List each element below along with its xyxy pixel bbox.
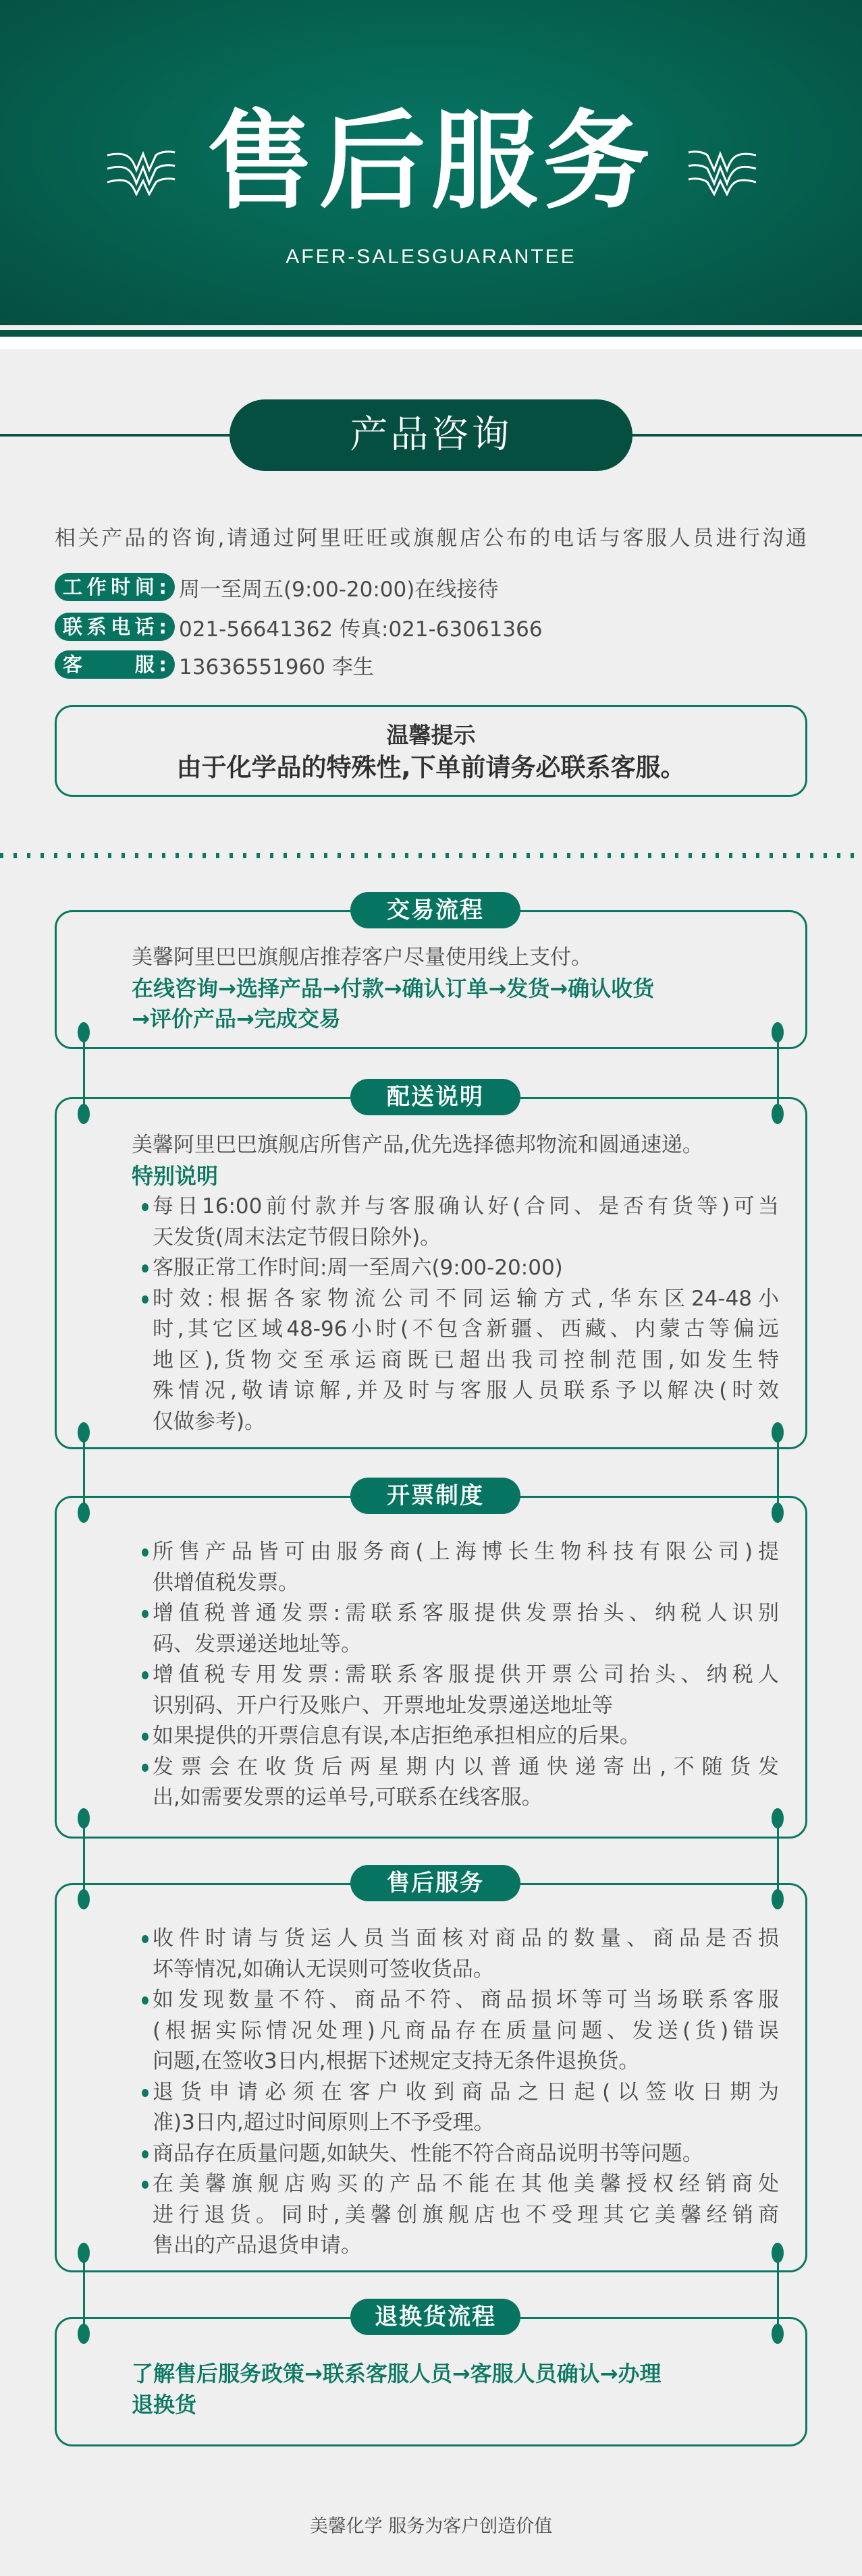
bullet-line: 时,其它区域48-96小时(不包含新疆、西藏、内蒙古等偏远: [153, 1317, 779, 1341]
tip-title: 温馨提示: [386, 722, 476, 748]
connector-dot-icon: [772, 2324, 784, 2344]
bullet-line: 天发货(周末法定节假日除外)。: [153, 1225, 441, 1250]
highlight-line: 了解售后服务政策→联系客服人员→客服人员确认→办理: [132, 2361, 662, 2386]
connector-dot-icon: [772, 1808, 784, 1828]
card-title-invoice: 开票制度: [350, 1478, 520, 1514]
connector-line: [83, 1432, 85, 1513]
bullet-line: 发票会在收货后两星期内以普通快递寄出,不随货发: [153, 1752, 779, 1783]
bullet-line: 供增值税发票。: [153, 1570, 299, 1595]
connector-dot-icon: [78, 2324, 90, 2344]
bullet-line: 问题,在签收3日内,根据下述规定支持无条件退换货。: [153, 2049, 640, 2073]
highlight-line: 特别说明: [132, 1163, 219, 1189]
connector-dot-icon: [78, 1022, 90, 1042]
bullet-line: 每日16:00前付款并与客服确认好(合同、是否有货等)可当: [153, 1192, 779, 1223]
connector-dot-icon: [78, 1503, 90, 1523]
connector-dot-icon: [78, 1422, 90, 1443]
connector-line: [83, 1032, 85, 1114]
bullet-line: 进行退货。同时,美馨创旗舰店也不受理其它美馨经销商: [153, 2202, 779, 2227]
card-title-trade-process: 交易流程: [350, 892, 520, 928]
card-title-delivery: 配送说明: [350, 1079, 520, 1115]
bullet-line: 增值税普通发票:需联系客服提供发票抬头、纳税人识别: [153, 1598, 779, 1629]
bullet-line: 码、发票递送地址等。: [153, 1631, 362, 1656]
connector-dot-icon: [78, 1104, 90, 1124]
connector-line: [83, 2253, 85, 2334]
bullet-line: 出,如需要发票的运单号,可联系在线客服。: [153, 1785, 543, 1810]
bullet-line: 所售产品皆可由服务商(上海博长生物科技有限公司)提: [153, 1537, 779, 1568]
connector-dot-icon: [772, 2243, 784, 2263]
bullet-line: 准)3日内,超过时间原则上不予受理。: [153, 2110, 495, 2135]
connector-dot-icon: [772, 1503, 784, 1523]
bullet-line: 地区),货物交至承运商既已超出我司控制范围,如发生特: [153, 1347, 779, 1372]
card-return-process: [55, 2317, 807, 2446]
bullet-line: (根据实际情况处理)凡商品存在质量问题、发送(货)错误: [153, 2018, 779, 2043]
card-title-after-sales: 售后服务: [350, 1865, 520, 1901]
connector-dot-icon: [772, 1889, 784, 1909]
info-value: 13636551960 李生: [179, 654, 374, 679]
bullet-line: 收件时请与货运人员当面核对商品的数量、商品是否损: [153, 1924, 779, 1955]
bullet-line: 殊情况,敬请谅解,并及时与客服人员联系予以解决(时效: [153, 1378, 779, 1403]
connector-line: [83, 1818, 85, 1899]
connector-line: [777, 1432, 779, 1513]
tip-box: [55, 705, 807, 797]
info-row-hours: [55, 573, 498, 601]
bullet-line: 如发现数量不符、商品不符、商品损坏等可当场联系客服: [153, 1985, 779, 2016]
info-value: 021-56641362 传真:021-63061366: [179, 617, 543, 642]
connector-line: [777, 1818, 779, 1899]
connector-dot-icon: [78, 1808, 90, 1828]
connector-line: [777, 1032, 779, 1114]
connector-dot-icon: [78, 2243, 90, 2263]
highlight-line: 退换货: [132, 2391, 197, 2417]
info-row-service: [55, 650, 374, 679]
text-line: 美馨阿里巴巴旗舰店推荐客户尽量使用线上支付。: [132, 945, 592, 970]
bullet-line: 坏等情况,如确认无误则可签收货品。: [153, 1957, 494, 1982]
connector-line: [777, 2253, 779, 2334]
bullet-line: 如果提供的开票信息有误,本店拒绝承担相应的后果。: [153, 1721, 779, 1752]
tip-body: 由于化学品的特殊性,下单前请务必联系客服。: [176, 753, 686, 782]
info-row-phone: [55, 613, 543, 641]
bullet-line: 时效:根据各家物流公司不同运输方式,华东区24-48小: [153, 1284, 779, 1315]
consult-intro: 相关产品的咨询,请通过阿里旺旺或旗舰店公布的电话与客服人员进行沟通: [55, 526, 807, 551]
info-value: 周一至周五(9:00-20:00)在线接待: [179, 577, 499, 602]
highlight-line: →评价产品→完成交易: [132, 1006, 341, 1032]
bullet-line: 识别码、开户行及账户、开票地址发票递送地址等: [153, 1693, 613, 1718]
card-after-sales: [55, 1883, 807, 2272]
bullet-line: 客服正常工作时间:周一至周六(9:00-20:00): [153, 1253, 779, 1284]
connector-dot-icon: [772, 1104, 784, 1124]
bullet-line: 仅做参考)。: [153, 1409, 266, 1434]
info-label: 客 服:: [55, 650, 175, 679]
card-invoice: [55, 1496, 807, 1839]
bullet-line: 退货申请必须在客户收到商品之日起(以签收日期为: [153, 2077, 779, 2108]
info-label: 联系电话:: [55, 613, 175, 641]
card-delivery: [55, 1097, 807, 1449]
header-divider: [0, 330, 862, 337]
bullet-line: 商品存在质量问题,如缺失、性能不符合商品说明书等问题。: [153, 2139, 779, 2170]
footer-slogan: 美馨化学 服务为客户创造价值: [309, 2516, 553, 2537]
card-title-return-process: 退换货流程: [350, 2299, 520, 2335]
page-subtitle: AFER-SALESGUARANTEE: [286, 246, 576, 268]
highlight-line: 在线咨询→选择产品→付款→确认订单→发货→确认收货: [132, 975, 655, 1001]
page-title: 售后服务: [207, 100, 655, 224]
bullet-line: 在美馨旗舰店购买的产品不能在其他美馨授权经销商处: [153, 2169, 779, 2200]
bullet-line: 售出的产品退货申请。: [153, 2233, 362, 2258]
connector-dot-icon: [772, 1022, 784, 1042]
info-label: 工作时间:: [55, 573, 175, 601]
section-title-consult: 产品咨询: [230, 399, 632, 471]
bullet-line: 增值税专用发票:需联系客服提供开票公司抬头、纳税人: [153, 1660, 779, 1691]
connector-dot-icon: [78, 1889, 90, 1909]
dotted-divider: [0, 853, 862, 858]
header-divider-white: [0, 337, 862, 349]
connector-dot-icon: [772, 1422, 784, 1443]
text-line: 美馨阿里巴巴旗舰店所售产品,优先选择德邦物流和圆通速递。: [132, 1133, 703, 1157]
card-trade-process: [55, 910, 807, 1049]
